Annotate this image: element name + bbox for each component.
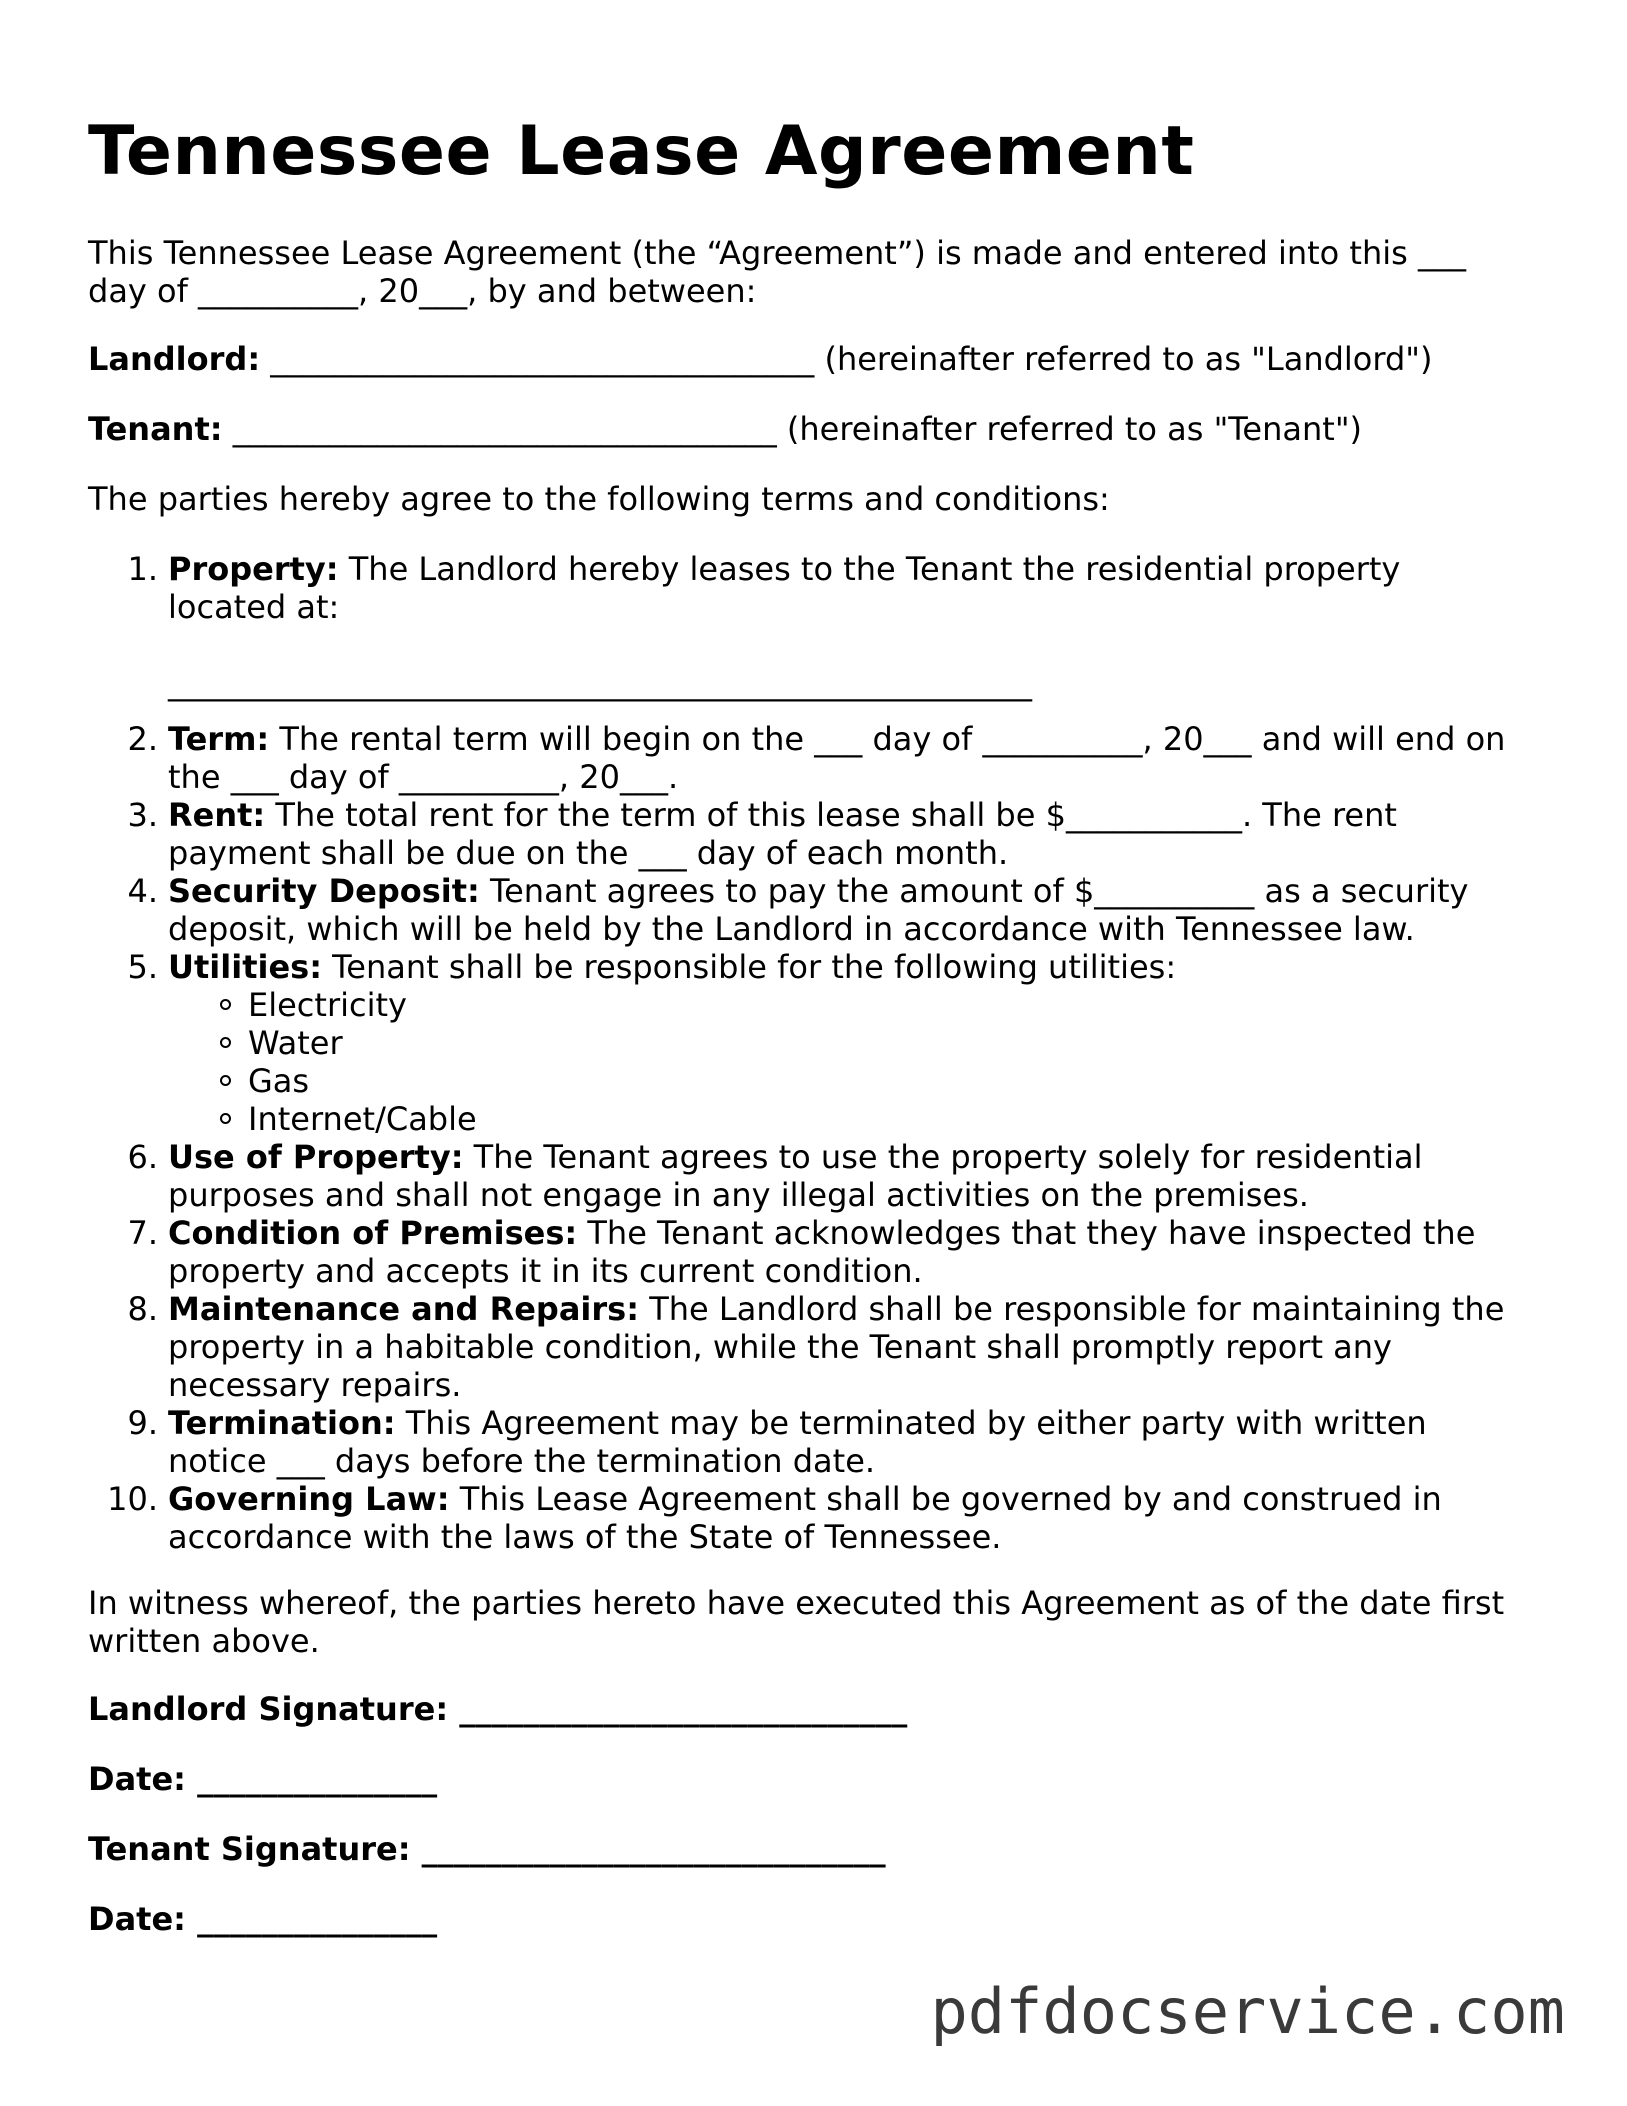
landlord-line: [88, 340, 1432, 378]
utility-label: Gas: [248, 1062, 310, 1100]
term-number: 8.: [127, 1290, 158, 1328]
term-title: Property:: [168, 550, 339, 588]
term-title: Maintenance and Repairs:: [168, 1290, 640, 1328]
term-item-maintenance: [88, 1290, 1528, 1404]
landlord-label: Landlord:: [88, 340, 261, 378]
circle-bullet-icon: [220, 1075, 231, 1086]
term-number: 1.: [127, 550, 158, 588]
term-text: The Landlord shall be responsible for maintaining the property in a habitable condition, while the Tenant shall promptly report any necessary repairs.: [168, 1290, 1505, 1404]
term-number: 4.: [127, 872, 158, 910]
term-title: Use of Property:: [168, 1138, 464, 1176]
term-number: 2.: [127, 720, 158, 758]
utility-label: Electricity: [248, 986, 407, 1024]
term-title: Utilities:: [168, 948, 322, 986]
tenant-label: Tenant:: [88, 410, 223, 448]
term-text: The total rent for the term of this lease shall be $___________. The rent payment shall be due on the ___ day of each month.: [168, 796, 1397, 872]
property-address-blank: ______________________________________________________: [168, 664, 1032, 702]
term-number: 3.: [127, 796, 158, 834]
term-text: The Landlord hereby leases to the Tenant the residential property located at:: [168, 550, 1401, 626]
term-item-utilities: [88, 948, 1528, 1138]
landlord-signature-line: Landlord Signature: ____________________________: [88, 1690, 908, 1728]
term-number: 7.: [127, 1214, 158, 1252]
circle-bullet-icon: [220, 999, 231, 1010]
term-title: Term:: [168, 720, 270, 758]
term-title: Rent:: [168, 796, 266, 834]
tenant-date-line: Date: _______________: [88, 1900, 438, 1938]
term-number: 10.: [107, 1480, 158, 1518]
utilities-list: [168, 986, 1528, 1138]
term-text: The Tenant agrees to use the property solely for residential purposes and shall not engage in any illegal activities on the premises.: [168, 1138, 1423, 1214]
term-item-property: [88, 550, 1528, 702]
term-text: Tenant shall be responsible for the following utilities:: [322, 948, 1177, 986]
site-watermark: pdfdocservice.com: [930, 1975, 1565, 2048]
document-title: Tennessee Lease Agreement: [88, 112, 1195, 191]
terms-list: [88, 550, 1528, 1556]
term-number: 6.: [127, 1138, 158, 1176]
term-item-termination: [88, 1404, 1528, 1480]
witness-paragraph: In witness whereof, the parties hereto have executed this Agreement as of the date first written above.: [88, 1584, 1505, 1660]
utility-item: [216, 1062, 1528, 1100]
term-number: 5.: [127, 948, 158, 986]
term-item-security-deposit: [88, 872, 1528, 948]
utility-label: Water: [248, 1024, 343, 1062]
term-item-governing-law: [88, 1480, 1528, 1556]
term-item-term: [88, 720, 1528, 796]
term-number: 9.: [127, 1404, 158, 1442]
terms-intro: The parties hereby agree to the following terms and conditions:: [88, 480, 1110, 518]
term-title: Condition of Premises:: [168, 1214, 578, 1252]
term-item-condition-of-premises: [88, 1214, 1528, 1290]
landlord-blank: __________________________________ (hereinafter referred to as "Landlord"): [260, 340, 1433, 378]
circle-bullet-icon: [220, 1037, 231, 1048]
term-text: The rental term will begin on the ___ day of __________, 20___ and will end on the ___ day of __________, 20___.: [168, 720, 1506, 796]
term-item-rent: [88, 796, 1528, 872]
term-text: This Agreement may be terminated by either party with written notice ___ days before the termination date.: [168, 1404, 1427, 1480]
term-title: Security Deposit:: [168, 872, 480, 910]
tenant-blank: __________________________________ (hereinafter referred to as "Tenant"): [222, 410, 1363, 448]
term-title: Termination:: [168, 1404, 396, 1442]
term-item-use-of-property: [88, 1138, 1528, 1214]
utility-item: [216, 986, 1528, 1024]
landlord-date-line: Date: _______________: [88, 1760, 438, 1798]
term-text: This Lease Agreement shall be governed by and construed in accordance with the laws of the State of Tennessee.: [168, 1480, 1442, 1556]
tenant-signature-line: Tenant Signature: _____________________________: [88, 1830, 886, 1868]
intro-paragraph: This Tennessee Lease Agreement (the “Agreement”) is made and entered into this ___ day of __________, 20___, by and between:: [88, 234, 1466, 310]
utility-item: [216, 1100, 1528, 1138]
utility-label: Internet/Cable: [248, 1100, 477, 1138]
term-text: Tenant agrees to pay the amount of $__________ as a security deposit, which will be held by the Landlord in accordance with Tennessee law.: [168, 872, 1469, 948]
tenant-line: [88, 410, 1362, 448]
circle-bullet-icon: [220, 1113, 231, 1124]
term-text: The Tenant acknowledges that they have inspected the property and accepts it in its current condition.: [168, 1214, 1476, 1290]
utility-item: [216, 1024, 1528, 1062]
term-title: Governing Law:: [168, 1480, 450, 1518]
